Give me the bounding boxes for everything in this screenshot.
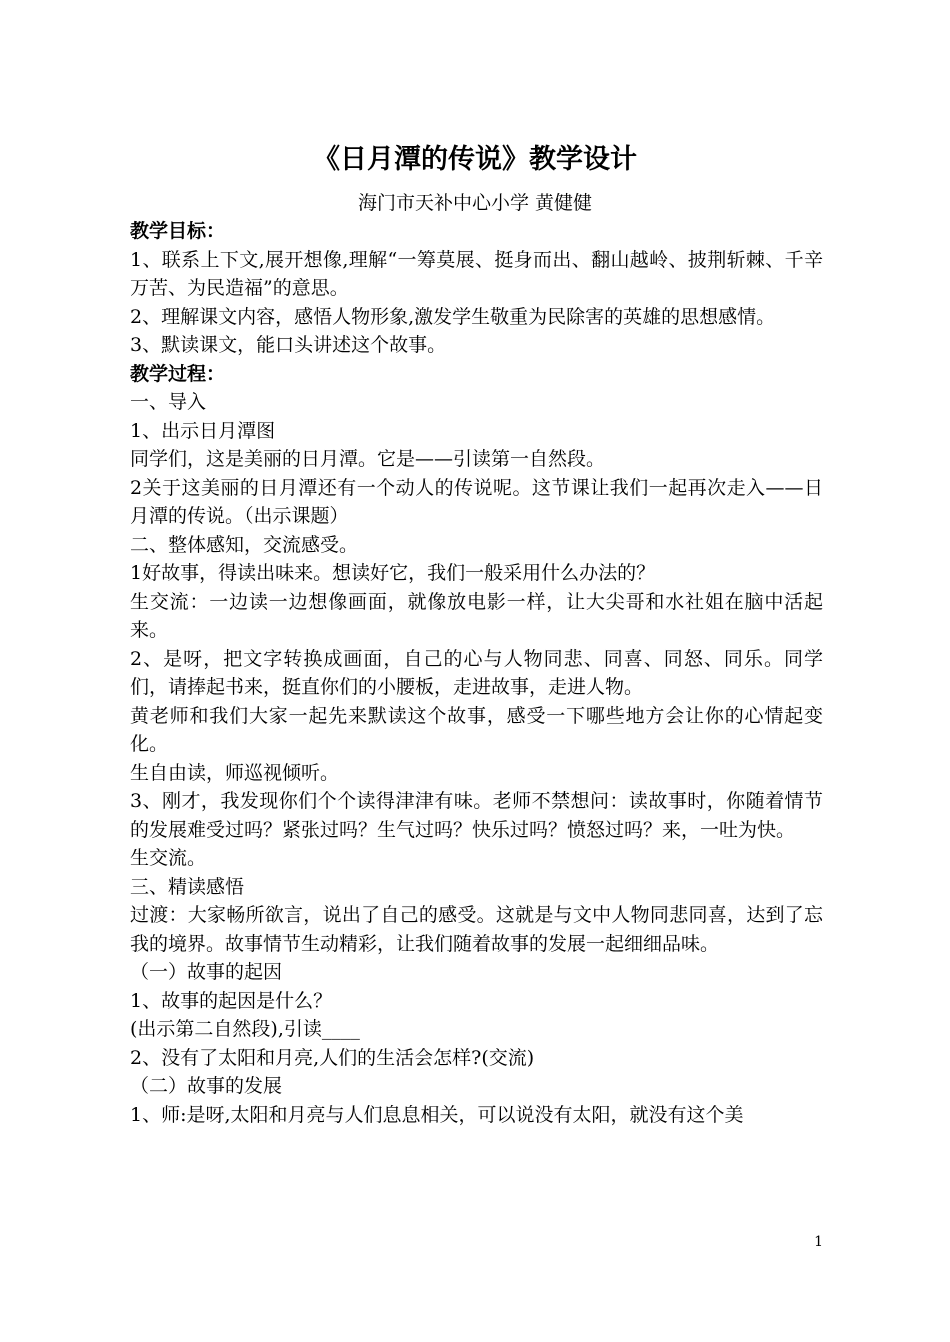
paragraph: 1、师:是呀,太阳和月亮与人们息息相关，可以说没有太阳，就没有这个美 [130, 1103, 744, 1126]
paragraph: 一、导入 [130, 391, 207, 413]
paragraph: 黄老师和我们大家一起先来默读这个故事，感受一下哪些地方会让你的心情起变化。 [130, 704, 823, 755]
paragraph: 1、出示日月潭图 [130, 419, 276, 442]
paragraph: 过渡：大家畅所欲言，说出了自己的感受。这就是与文中人物同悲同喜，达到了忘我的境界。故事情节生动精彩，让我们随着故事的发展一起细细品味。 [130, 904, 823, 955]
paragraph: 2、没有了太阳和月亮,人们的生活会怎样?(交流) [130, 1046, 535, 1069]
document-title: 《日月潭的传说》教学设计 [313, 144, 637, 175]
paragraph: 1好故事，得读出味来。想读好它，我们一般采用什么办法的？ [130, 562, 656, 584]
paragraph: （二）故事的发展 [130, 1075, 283, 1097]
paragraph: 生交流：一边读一边想像画面，就像放电影一样，让大尖哥和水社姐在脑中活起来。 [130, 590, 823, 641]
section-heading: 教学目标： [130, 220, 226, 242]
paragraph: 2关于这美丽的日月潭还有一个动人的传说呢。这节课让我们一起再次走入——日月潭的传说。（出示课题） [130, 476, 823, 527]
page-number: 1 [814, 1234, 823, 1250]
paragraph: 2、理解课文内容，感悟人物形象,激发学生敬重为民除害的英雄的思想感情。 [130, 305, 776, 328]
document-subtitle: 海门市天补中心小学 黄健健 [357, 192, 593, 214]
paragraph: （一）故事的起因 [130, 961, 283, 983]
paragraph: 同学们，这是美丽的日月潭。它是——引读第一自然段。 [130, 448, 606, 470]
document-body [130, 217, 823, 1129]
paragraph: 2、是呀，把文字转换成画面，自己的心与人物同悲、同喜、同怒、同乐。同学们，请捧起书来，挺直你们的小腰板，走进故事，走进人物。 [130, 647, 823, 698]
paragraph: 生交流。 [130, 847, 207, 869]
paragraph: 3、刚才，我发现你们个个读得津津有味。老师不禁想问：读故事时，你随着情节的发展难受过吗？紧张过吗？生气过吗？快乐过吗？愤怒过吗？来，一吐为快。 [130, 790, 823, 841]
paragraph: 1、联系上下文,展开想像,理解“一筹莫展、挺身而出、翻山越岭、披荆斩棘、千辛万苦、为民造福”的意思。 [130, 248, 823, 299]
paragraph: 二、整体感知，交流感受。 [130, 533, 359, 556]
paragraph: 生自由读，师巡视倾听。 [130, 761, 340, 784]
paragraph: 1、故事的起因是什么？ [130, 989, 333, 1012]
paragraph: (出示第二自然段),引读____ [130, 1018, 360, 1040]
section-heading: 教学过程： [130, 362, 226, 385]
paragraph: 3、默读课文，能口头讲述这个故事。 [130, 334, 447, 356]
paragraph: 三、精读感悟 [130, 875, 245, 898]
